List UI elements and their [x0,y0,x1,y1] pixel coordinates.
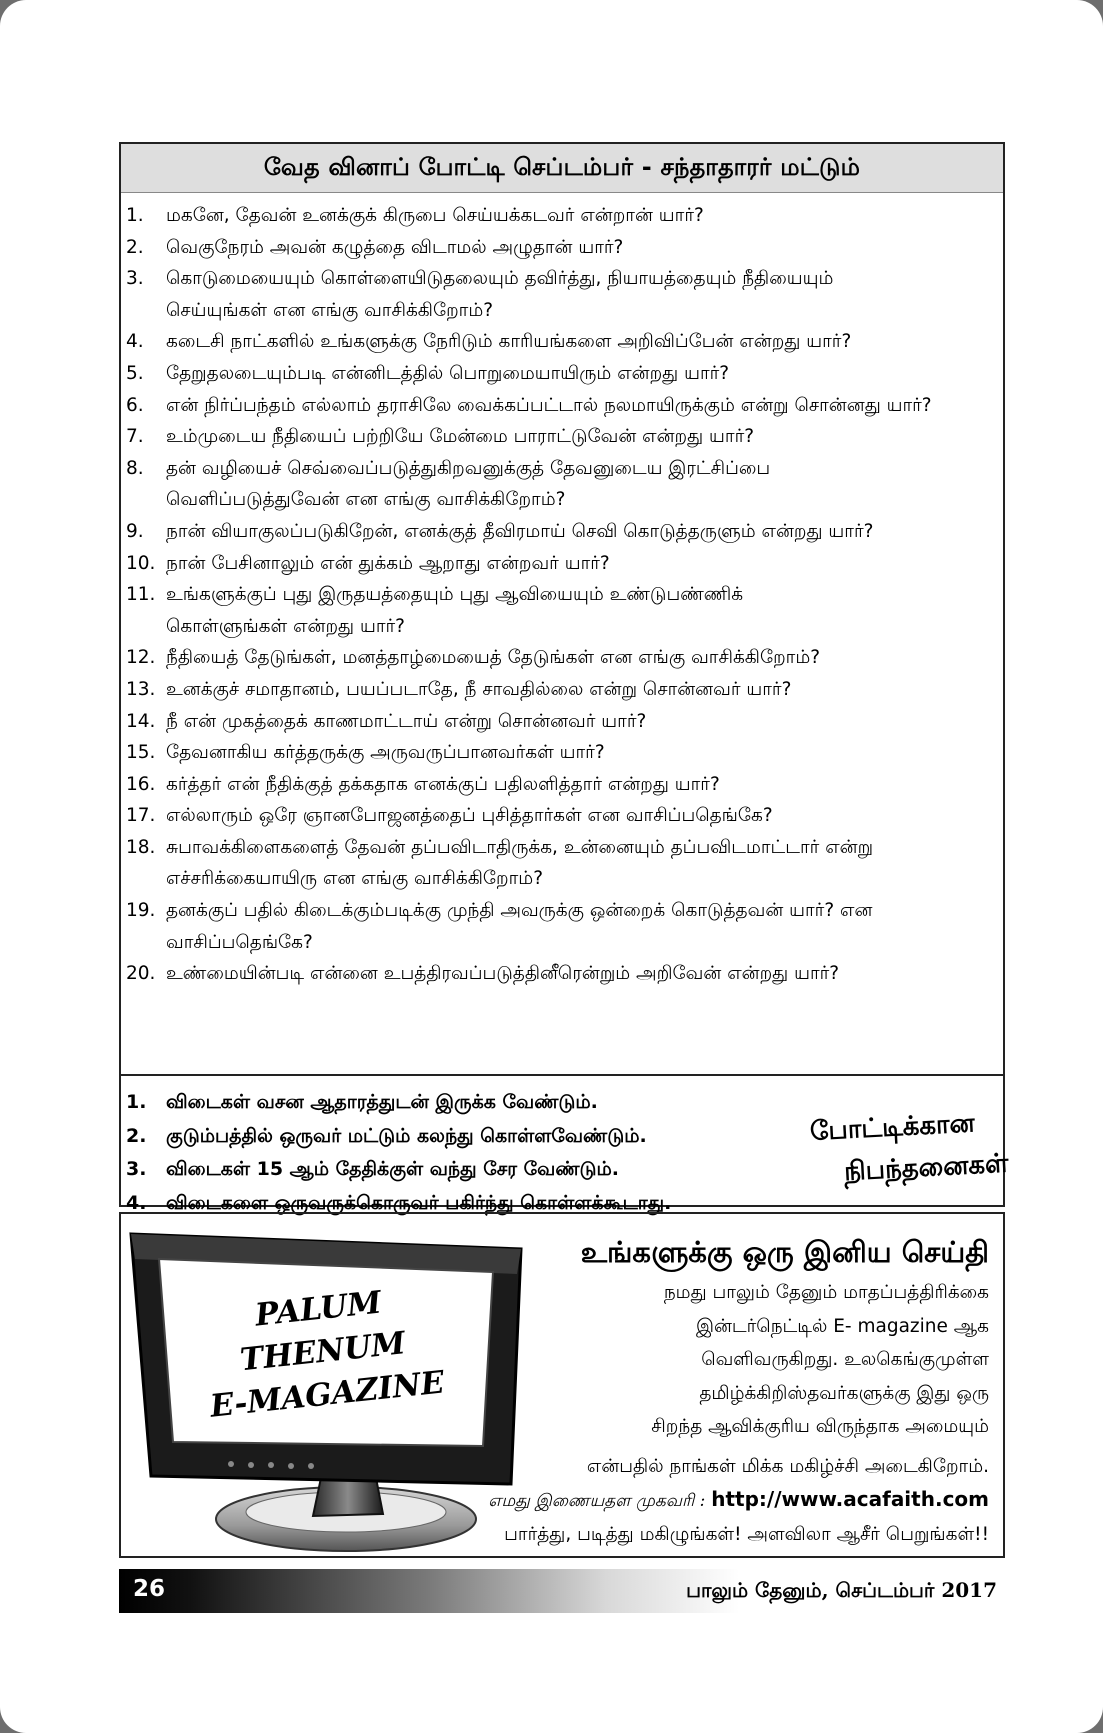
question-text: கடைசி நாட்களில் உங்களுக்கு நேரிடும் காரியங்களை அறிவிப்பேன் என்றது யார்? [166,331,852,353]
rule-number: 1. [126,1091,147,1113]
promo-heading: உங்களுக்கு ஒரு இனிய செய்தி [580,1235,989,1269]
conditions-label [789,1101,1010,1198]
question-item [126,453,995,485]
website-label: எமது இணையதள முகவரி : [488,1491,706,1511]
rules-section [121,1074,1010,1214]
question-text: தன் வழியைச் செவ்வைப்படுத்துகிறவனுக்குத் தேவனுடைய இரட்சிப்பை [166,457,771,479]
question-item [126,863,995,895]
question-text: செய்யுங்கள் என எங்கு வாசிக்கிறோம்? [166,299,494,321]
question-item [126,642,995,674]
question-number [126,295,166,327]
question-number: 6. [126,394,144,416]
question-text: உனக்குச் சமாதானம், பயப்படாதே, நீ சாவதில்லை என்று சொன்னவர் யார்? [166,678,792,700]
question-text: நான் வியாகுலப்படுகிறேன், எனக்குத் தீவிரமாய் செவி கொடுத்தருளும் என்றது யார்? [166,520,874,542]
question-number: 2. [126,236,144,258]
question-text: தேறுதலடையும்படி என்னிடத்தில் பொறுமையாயிரும் என்றது யார்? [166,362,730,384]
question-text: எல்லாரும் ஒரே ஞானபோஜனத்தைப் புசித்தார்கள் என வாசிப்பதெங்கே? [166,805,773,827]
question-number: 16. [126,773,156,795]
question-text: எச்சரிக்கையாயிரு என எங்கு வாசிக்கிறோம்? [166,868,544,890]
rule-text: விடைகள் வசன ஆதாரத்துடன் இருக்க வேண்டும். [166,1091,598,1113]
question-text: நீ என் முகத்தைக் காணமாட்டாய் என்று சொன்னவர் யார்? [166,710,647,732]
promo-line: சிறந்த ஆவிக்குரிய விருந்தாக அமையும் [651,1416,989,1437]
question-text: நீதியைத் தேடுங்கள், மனத்தாழ்மையைத் தேடுங்கள் என எங்கு வாசிக்கிறோம்? [166,647,821,669]
question-number: 15. [126,742,156,764]
question-item [126,295,995,327]
question-item [126,200,995,232]
rule-number: 4. [126,1191,147,1214]
question-item [126,516,995,548]
question-item [126,611,995,643]
question-text: தனக்குப் பதில் கிடைக்கும்படிக்கு முந்தி அவருக்கு ஒன்றைக் கொடுத்தவன் யார்? என [166,900,873,922]
website-line [469,1483,989,1518]
rule-text: விடைகளை ஒருவருக்கொருவர் பகிர்ந்து கொள்ளக்கூடாது. [166,1191,672,1214]
conditions-label-line-1: போட்டிக்கான [809,1108,976,1147]
page-number: 26 [133,1576,166,1602]
question-number: 13. [126,678,156,700]
question-number [126,611,166,643]
question-number: 12. [126,647,156,669]
question-text: உங்களுக்குப் புது இருதயத்தையும் புது ஆவியையும் உண்டுபண்ணிக் [166,584,744,606]
page-footer [119,1569,1005,1613]
emagazine-promo [119,1212,1005,1558]
promo-line: இன்டர்நெட்டில் E- magazine ஆக [695,1315,989,1337]
monitor-text-line-2: THENUM [238,1325,408,1379]
question-item [126,737,995,769]
question-text: சுபாவக்கிளைகளைத் தேவன் தப்பவிடாதிருக்க, உன்னையும் தப்பவிடமாட்டார் என்று [166,836,874,858]
question-item [126,326,995,358]
question-item [126,232,995,264]
question-number [126,863,166,895]
question-number [126,484,166,516]
question-number: 5. [126,362,144,384]
question-item [126,579,995,611]
question-number: 9. [126,520,144,542]
monitor-text-line-3: E-MAGAZINE [208,1364,447,1425]
question-text: உண்மையின்படி என்னை உபத்திரவப்படுத்தினீரென்றும் அறிவேன் என்றது யார்? [166,963,840,985]
question-item [126,263,995,295]
question-item [126,927,995,959]
promo-line: நமது பாலும் தேனும் மாதப்பத்திரிக்கை [663,1282,989,1303]
question-item [126,800,995,832]
question-item [126,484,995,516]
promo-closing-line: என்பதில் நாங்கள் மிக்க மகிழ்ச்சி அடைகிறோம். [586,1455,989,1477]
question-text: தேவனாகிய கர்த்தருக்கு அருவருப்பானவர்கள் யார்? [166,742,605,764]
question-text: கொள்ளுங்கள் என்றது யார்? [166,615,405,637]
website-url-link[interactable]: http://www.acafaith.com [711,1487,989,1511]
question-item [126,769,995,801]
question-number: 19. [126,900,156,922]
question-item [126,548,995,580]
question-number: 8. [126,457,144,479]
promo-line: வெளிவருகிறது. உலகெங்குமுள்ள [701,1349,989,1370]
promo-text-block [469,1234,989,1552]
question-item [126,674,995,706]
promo-final-line: பார்த்து, படித்து மகிழுங்கள்! அளவிலா ஆசீர் பெறுங்கள்!! [504,1524,989,1545]
question-number: 18. [126,836,156,858]
question-text: மகனே, தேவன் உனக்குக் கிருபை செய்யக்கடவர் என்றான் யார்? [166,205,704,226]
question-text: வெகுநேரம் அவன் கழுத்தை விடாமல் அழுதான் யார்? [166,236,624,258]
question-item [126,358,995,390]
question-text: கர்த்தர் என் நீதிக்குத் தக்கதாக எனக்குப் பதிலளித்தார் என்றது யார்? [166,773,720,795]
monitor-text-line-1: PALUM [253,1284,384,1334]
question-number: 4. [126,331,144,353]
question-number: 11. [126,584,156,606]
question-text: உம்முடைய நீதியைப் பற்றியே மேன்மை பாராட்டுவேன் என்றது யார்? [166,426,755,448]
question-number [126,927,166,959]
question-number: 1. [126,205,144,226]
rule-text: விடைகள் 15 ஆம் தேதிக்குள் வந்து சேர வேண்டும். [166,1158,619,1180]
quiz-title: வேத வினாப் போட்டி செப்டம்பர் - சந்தாதாரர் மட்டும் [121,144,1003,193]
question-number: 20. [126,963,156,985]
conditions-label-line-2: நிபந்தனைகள் [843,1148,1010,1188]
magazine-issue: பாலும் தேனும், செப்டம்பர் 2017 [686,1578,997,1602]
question-text: வாசிப்பதெங்கே? [166,931,313,953]
question-number: 17. [126,805,156,827]
promo-line: தமிழ்க்கிறிஸ்தவர்களுக்கு இது ஒரு [699,1382,989,1404]
rule-text: குடும்பத்தில் ஒருவர் மட்டும் கலந்து கொள்ளவேண்டும். [166,1124,647,1147]
question-number: 10. [126,552,156,574]
rule-number: 2. [126,1124,147,1147]
question-item [126,958,995,990]
question-text: வெளிப்படுத்துவேன் என எங்கு வாசிக்கிறோம்? [166,489,566,511]
question-item [126,421,995,453]
rule-number: 3. [126,1158,147,1180]
question-item [126,895,995,927]
quiz-section [119,142,1010,1214]
question-number: 14. [126,710,156,732]
question-item [126,390,995,422]
question-number: 3. [126,268,144,290]
question-text: என் நிர்ப்பந்தம் எல்லாம் தராசிலே வைக்கப்பட்டால் நலமாயிருக்கும் என்று சொன்னது யார்? [166,394,932,416]
question-text: கொடுமையையும் கொள்ளையிடுதலையும் தவிர்த்து, நியாயத்தையும் நீதியையும் [166,268,834,290]
question-list [121,193,1003,990]
question-text: நான் பேசினாலும் என் துக்கம் ஆறாது என்றவர் யார்? [166,552,610,574]
question-item [126,832,995,864]
question-item [126,706,995,738]
question-number: 7. [126,426,144,448]
